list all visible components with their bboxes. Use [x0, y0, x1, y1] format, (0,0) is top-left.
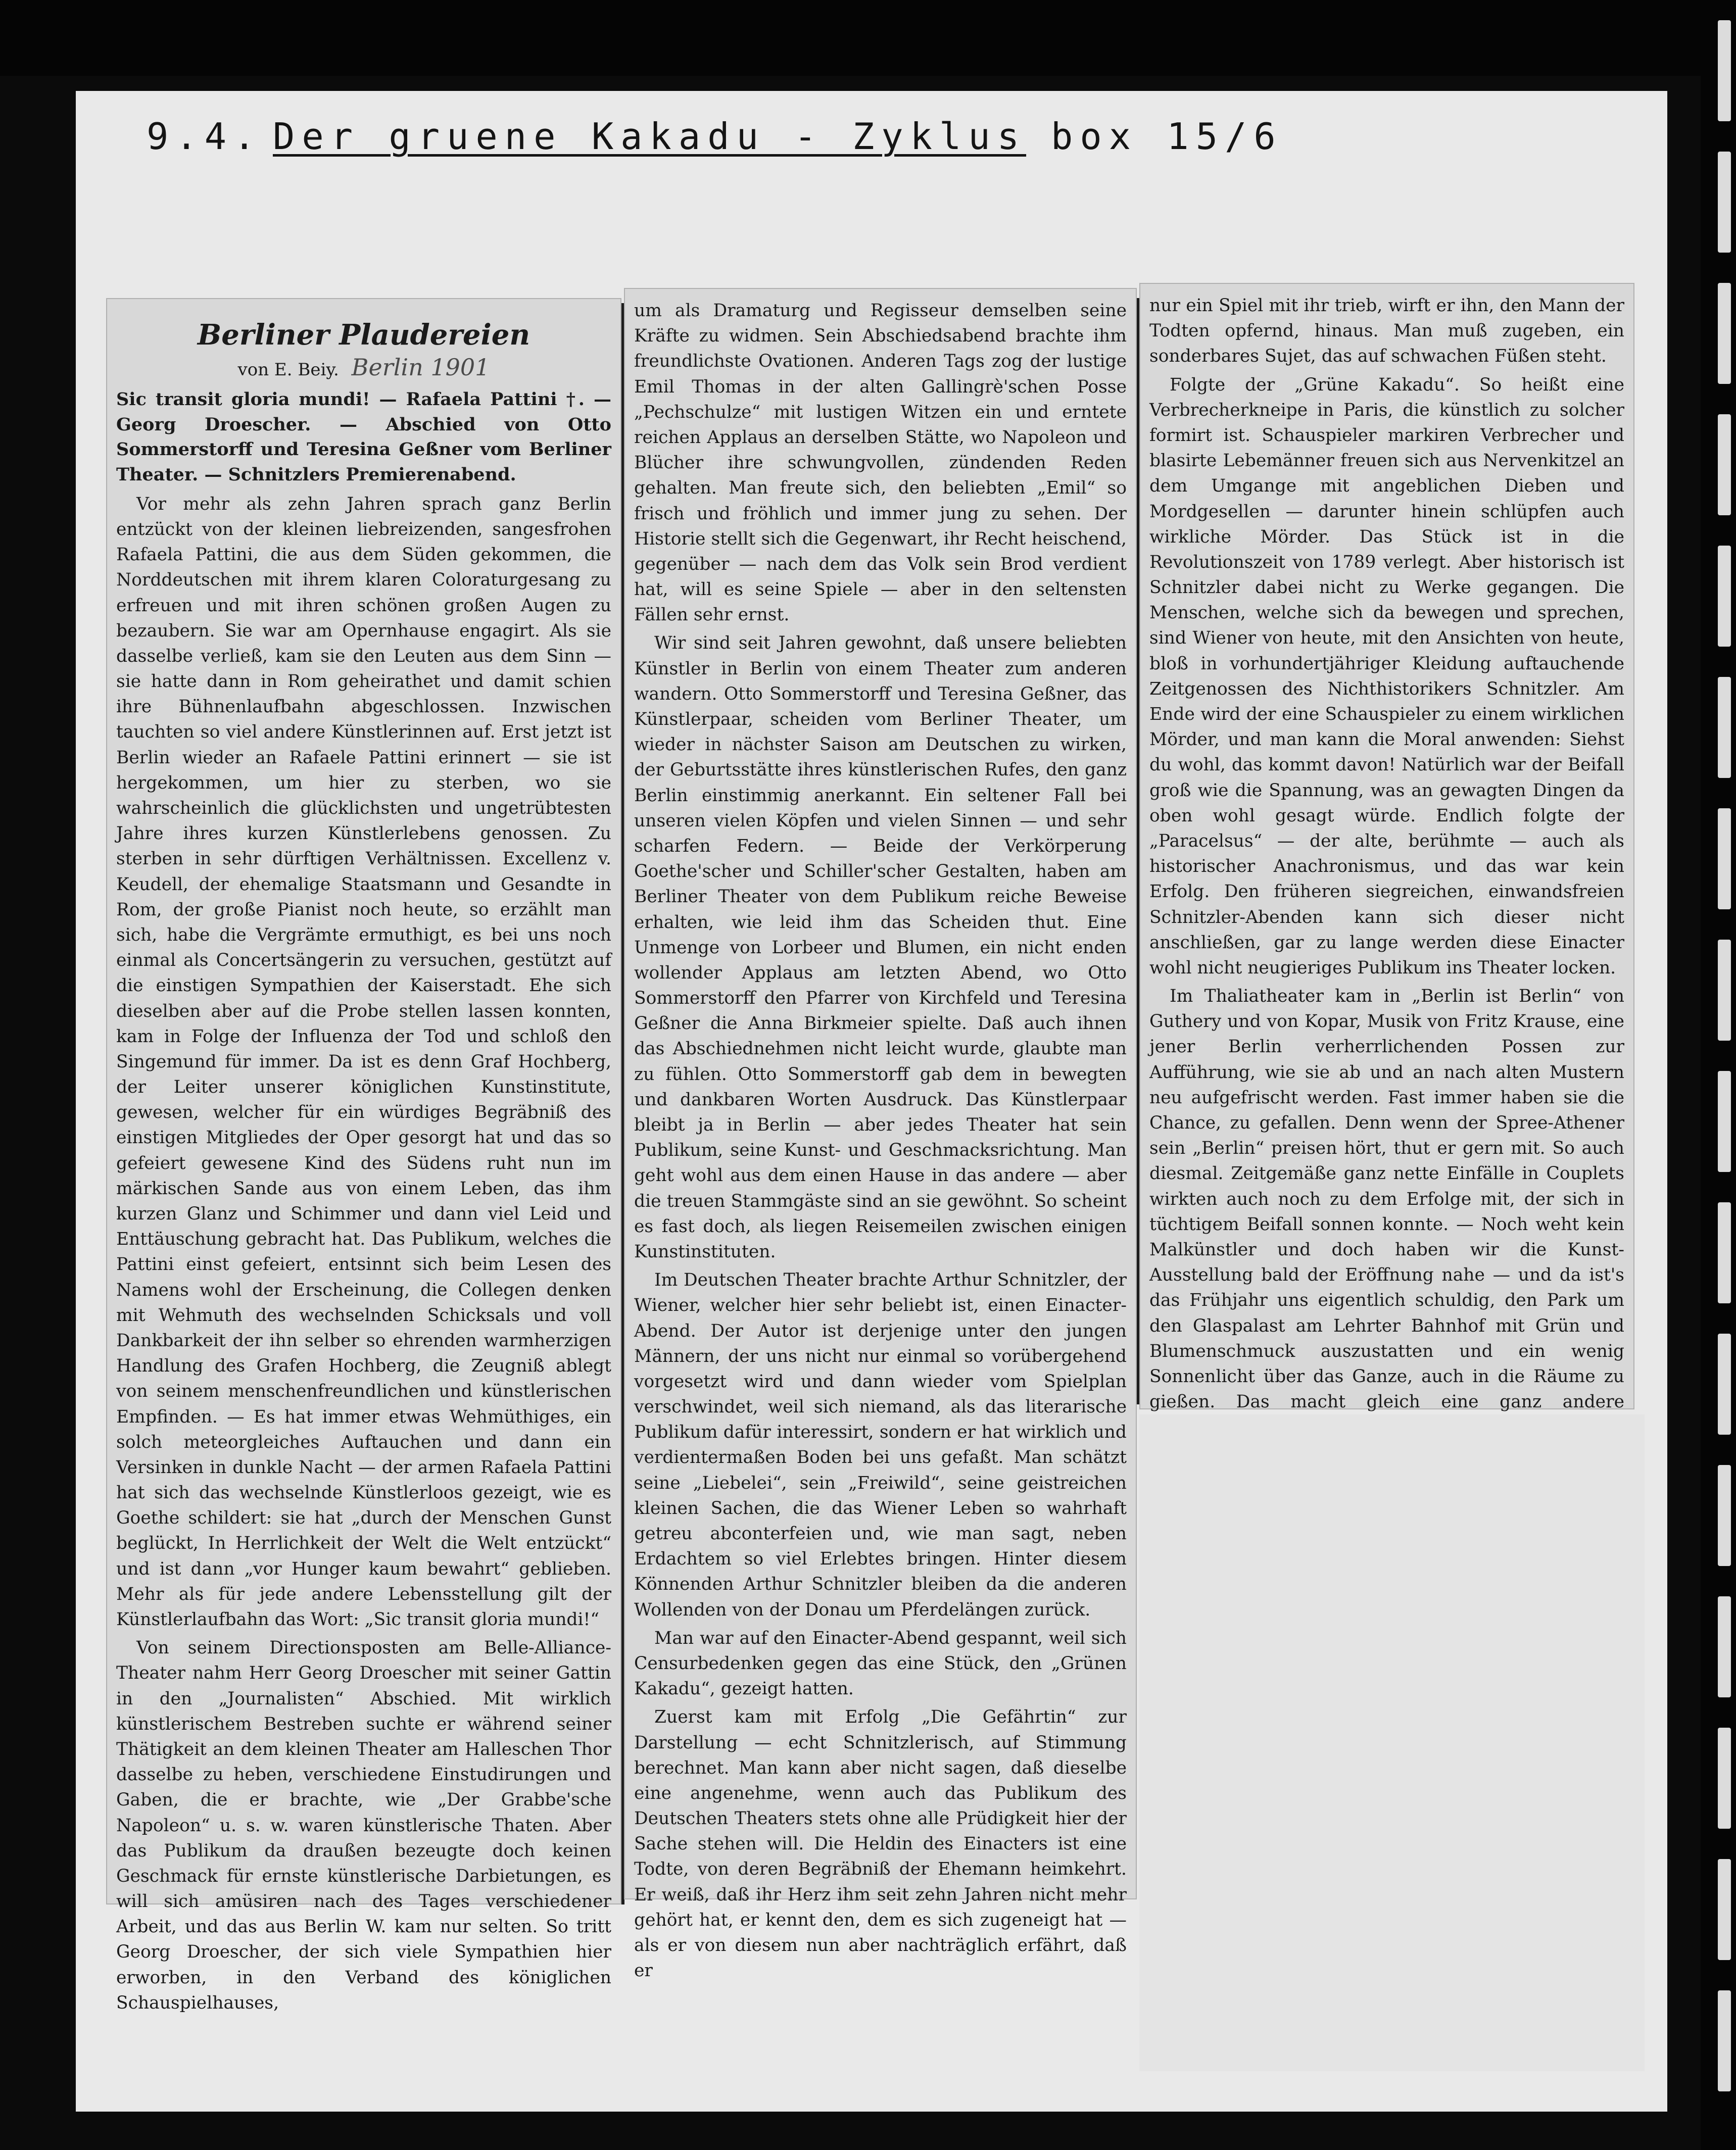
film-perforation	[1718, 1728, 1731, 1829]
film-perforation	[1718, 677, 1731, 778]
paragraph: Im Deutschen Theater brachte Arthur Schnitzler, der Wiener, welcher hier sehr beliebt ist, einen Einacter-Abend. Der Autor ist derjenige unter den jungen Männern, der uns nicht nur einmal so vorübergehend vorgesetzt wird und dann wieder vom Spielplan verschwindet, weil sich niemand, als das literarische Publikum dafür interessirt, sondern er hat wirklich und verdientermaßen Boden bei uns gefaßt. Man schätzt seine „Liebelei“, sein „Freiwild“, seine geistreichen kleinen Sachen, die das Wiener Leben so wahrhaft getreu abconterfeien und, wie man sagt, neben Erdachtem so viel Erlebtes bringen. Hinter diesem Könnenden Arthur Schnitzler bleiben da die anderen Wollenden von der Donau um Pferdelängen zurück.	[634, 1270, 1127, 1620]
archive-header	[147, 115, 1460, 171]
byline-text: von E. Beiy.	[237, 360, 339, 380]
film-perforation	[1718, 20, 1731, 121]
paragraph: Von seinem Directionsposten am Belle-Alliance-Theater nahm Herr Georg Droescher mit seiner Gattin in den „Journalisten“ Abschied. Mit wirklich künstlerischem Bestreben suchte er während seiner Thätigkeit an dem kleinen Theater am Halleschen Thor dasselbe zu heben, verschiedene Einstudirungen und Gaben, die er brachte, wie „Der Grabbe'sche Napoleon“ u. s. w. waren künstlerische Thaten. Aber das Publikum da draußen bezeugte doch keinen Geschmack für ernste künstlerische Darbietungen, es will sich amüsiren nach des Tages verschiedener Arbeit, und das aus Berlin W. kam nur selten. So tritt Georg Droescher, der sich viele Sympathien hier erworben, in den Verband des königlichen Schauspielhauses,	[116, 1638, 611, 2013]
paragraph: nur ein Spiel mit ihr trieb, wirft er ihn, den Mann der Todten opfernd, hinaus. Man muß zugeben, ein sonderbares Sujet, das auf schwachen Füßen steht.	[1149, 296, 1624, 367]
archive-number: 9.4.	[147, 115, 263, 158]
clipping-column-2	[624, 288, 1137, 1981]
film-perforation	[1718, 1202, 1731, 1303]
film-perforation	[1718, 1334, 1731, 1435]
clipping-column-1	[106, 298, 621, 2013]
film-perforation	[1718, 1859, 1731, 1960]
article-subheading: Sic transit gloria mundi! — Rafaela Pattini †. — Georg Droescher. — Abschied von Otto Sommerstorff und Teresina Geßner vom Berliner Theater. — Schnitzlers Premierenabend.	[116, 389, 611, 485]
film-perforation	[1718, 1990, 1731, 2091]
film-frame-top	[0, 0, 1736, 76]
clipping-column-3	[1139, 283, 1634, 1412]
film-perforation	[1718, 940, 1731, 1041]
article-byline	[116, 354, 611, 381]
paragraph: Zuerst kam mit Erfolg „Die Gefährtin“ zur Darstellung — echt Schnitzlerisch, auf Stimmung berechnet. Man kann aber nicht sagen, daß dieselbe eine angenehme, wenn auch das Publikum des Deutschen Theaters stets ohne alle Prüdigkeit hier der Sache stehen will. Die Heldin des Einacters ist eine Todte, von deren Begräbniß der Ehemann heimkehrt. Er weiß, daß ihr Herz ihm seit zehn Jahren nicht mehr gehört hat, er kennt den, dem es sich zugeneigt hat — als er von diesem nun aber nachträglich erfährt, daß er	[634, 1707, 1127, 1981]
paragraph: um als Dramaturg und Regisseur demselben seine Kräfte zu widmen. Sein Abschiedsabend brachte ihm freundlichste Ovationen. Anderen Tags zog der lustige Emil Thomas in der alten Gallingrè'schen Posse „Pechschulze“ mit lustigen Witzen ein und erntete reichen Applaus an derselben Stätte, wo Napoleon und Blücher ihre schwungvollen, zündenden Reden gehalten. Man freute sich, den beliebten „Emil“ so frisch und fröhlich und immer jung zu sehen. Der Historie stellt sich die Gegenwart, ihr Recht heischend, gegenüber — nach dem das Volk sein Brod verdient hat, will es seine Spiele — aber in den seltensten Fällen sehr ernst.	[634, 301, 1127, 625]
film-perforation	[1718, 1465, 1731, 1566]
film-perforation	[1718, 152, 1731, 253]
film-perforation	[1718, 1596, 1731, 1697]
blank-mount-board	[1139, 1414, 1645, 2071]
film-perforation	[1718, 1071, 1731, 1172]
paragraph: Folgte der „Grüne Kakadu“. So heißt eine Verbrecherkneipe in Paris, die künstlich zu solcher formirt ist. Schauspieler markiren Verbrecher und blasirte Lebemänner freuen sich aus Nervenkitzel an dem Umgange mit angeblichen Dieben und Mordgesellen — darunter hinein schlüpfen auch wirkliche Mörder. Das Stück ist in die Revolutionszeit von 1789 verlegt. Aber historisch ist Schnitzler dabei nicht zu Werke gegangen. Die Menschen, welche sich da bewegen und sprechen, sind Wiener von heute, mit den Ansichten von heute, bloß in vorhundertjähriger Kleidung auftauchende Zeitgenossen des Nichthistorikers Schnitzler. Am Ende wird der eine Schauspieler zu einem wirklichen Mörder, und man kann die Moral anwenden: Siehst du wohl, das kommt davon! Natürlich war der Beifall groß wie die Spannung, was an gewagten Dingen da oben wohl gesagt würde. Endlich folgte der „Paracelsus“ — der alte, berühmte — auch als historischer Anachronismus, und das war kein Erfolg. Den früheren siegreichen, einwandsfreien Schnitzler-Abenden kann sich dieser nicht anschließen, gar zu lange werden diese Einacter wohl nicht neugieriges Publikum ins Theater locken.	[1149, 374, 1624, 978]
archive-box: box 15/6	[1051, 115, 1283, 158]
film-perforation	[1718, 546, 1731, 647]
paragraph: Im Thaliatheater kam in „Berlin ist Berlin“ von Guthery und von Kopar, Musik von Fritz Krause, eine jener Berlin verherrlichenden Possen zur Aufführung, wie sie ab und an nach alten Mustern neu aufgefrischt werden. Fast immer haben sie die Chance, zu gefallen. Denn wenn der Spree-Athener sein „Berlin“ preisen hört, thut er gern mit. So auch diesmal. Zeitgemäße ganz nette Einfälle in Couplets wirkten auch noch zu dem Erfolge mit, der sich in tüchtigem Beifall sonnen konnte. — Noch weht kein Malkünstler und doch haben wir die Kunst-Ausstellung bald der Eröffnung nahe — und da ist's das Frühjahr uns eigentlich schuldig, den Park um den Glaspalast am Lehrter Bahnhof mit Grün und Blumenschmuck auszustatten und ein wenig Sonnenlicht über das Ganze, auch in die Räume zu gießen. Das macht gleich eine ganz andere	[1149, 986, 1624, 1412]
paragraph: Vor mehr als zehn Jahren sprach ganz Berlin entzückt von der kleinen liebreizenden, sangesfrohen Rafaela Pattini, die aus dem Süden gekommen, die Norddeutschen mit ihrem klaren Coloraturgesang zu erfreuen und mit ihren schönen großen Augen zu bezaubern. Sie war am Opernhause engagirt. Als sie dasselbe verließ, kam sie den Leuten aus dem Sinn — sie hatte dann in Rom geheirathet und damit schien ihre Bühnenlaufbahn abgeschlossen. Inzwischen tauchten so viel andere Künstlerinnen auf. Erst jetzt ist Berlin wieder an Rafaele Pattini erinnert — sie ist hergekommen, um hier zu sterben, wo sie wahrscheinlich die glücklichsten und ungetrübtesten Jahre ihres kurzen Künstlerlebens genossen. Zu sterben in sehr dürftigen Verhältnissen. Excellenz v. Keudell, der ehemalige Staatsmann und Gesandte in Rom, der große Pianist noch heute, so erzählt man sich, habe die Vergrämte ermuthigt, es bei uns noch einmal als Concertsängerin zu versuchen, gestützt auf die einstigen Sympathien der Kaiserstadt. Ehe sich dieselben aber auf die Probe stellen lassen konnten, kam in Folge der Influenza der Tod und schloß den Singemund für immer. Da ist es denn Graf Hochberg, der Leiter unserer königlichen Kunstinstitute, gewesen, welcher für ein würdiges Begräbniß des einstigen Mitgliedes der Oper gesorgt hat und das so gefeiert gewesene Kind des Südens ruht nun im märkischen Sande aus von einem Leben, das ihm kurzen Glanz und Schimmer und dann viel Leid und Enttäuschung gebracht hat. Das Publikum, welches die Pattini einst gefeiert, entsinnt sich beim Lesen des Namens wohl der Erscheinung, die Collegen denken mit Wehmuth des wechselnden Schicksals und voll Dankbarkeit der ihn selber so ehrenden warmherzigen Handlung des Grafen Hochberg, die Zeugniß ablegt von seinem menschenfreundlichen und künstlerischen Empfinden. — Es hat immer etwas Wehmüthiges, ein solch meteorgleiches Auftauchen und dann ein Versinken in dunkle Nacht — der armen Rafaela Pattini hat sich das wechselnde Künstlerloos gezeigt, wie es Goethe schildert: sie hat „durch der Menschen Gunst beglückt, In Herrlichkeit der Welt die Welt entzückt“ und ist dann „vor Hunger kaum bewahrt“ geblieben. Mehr als für jede andere Lebensstellung gilt der Künstlerlaufbahn das Wort: „Sic transit gloria mundi!“	[116, 494, 611, 1630]
film-frame-right	[1701, 0, 1736, 2150]
film-perforation	[1718, 414, 1731, 515]
paragraph: Wir sind seit Jahren gewohnt, daß unsere beliebten Künstler in Berlin von einem Theater zum anderen wandern. Otto Sommerstorff und Teresina Geßner, das Künstlerpaar, scheiden vom Berliner Theater, um wieder in nächster Saison am Deutschen zu wirken, der Geburtsstätte ihres künstlerischen Rufes, den ganz Berlin einstimmig anerkannt. Ein seltener Fall bei unseren vielen Köpfen und vielen Sinnen — und sehr scharfen Federn. — Beide der Verkörperung Goethe'scher und Schiller'scher Gestalten, haben am Berliner Theater von dem Publikum reiche Beweise erhalten, wie leid ihm das Scheiden thut. Eine Unmenge von Lorbeer und Blumen, ein nicht enden wollender Applaus am letzten Abend, wo Otto Sommerstorff den Pfarrer von Kirchfeld und Teresina Geßner die Anna Birkmeier spielte. Daß auch ihnen das Abschiednehmen nicht leicht wurde, glaubte man zu fühlen. Otto Sommerstorff gab dem in bewegten und dankbaren Worten Ausdruck. Das Künstlerpaar bleibt ja in Berlin — aber jedes Theater hat sein Publikum, seine Kunst- und Geschmacksrichtung. Man geht wohl aus dem einen Hause in das andere — aber die treuen Stammgäste sind an sie gewöhnt. So scheint es fast doch, als liegen Reisemeilen zwischen einigen Kunstinstituten.	[634, 633, 1127, 1262]
archive-title: Der gruene Kakadu - Zyklus	[273, 115, 1027, 158]
film-perforation	[1718, 283, 1731, 384]
film-perforation	[1718, 808, 1731, 909]
article-title: Berliner Plaudereien	[197, 318, 531, 352]
paragraph: Man war auf den Einacter-Abend gespannt, weil sich Censurbedenken gegen das eine Stück, den „Grünen Kakadu“, gezeigt hatten.	[634, 1628, 1127, 1699]
handwritten-note: Berlin 1901	[351, 354, 490, 381]
